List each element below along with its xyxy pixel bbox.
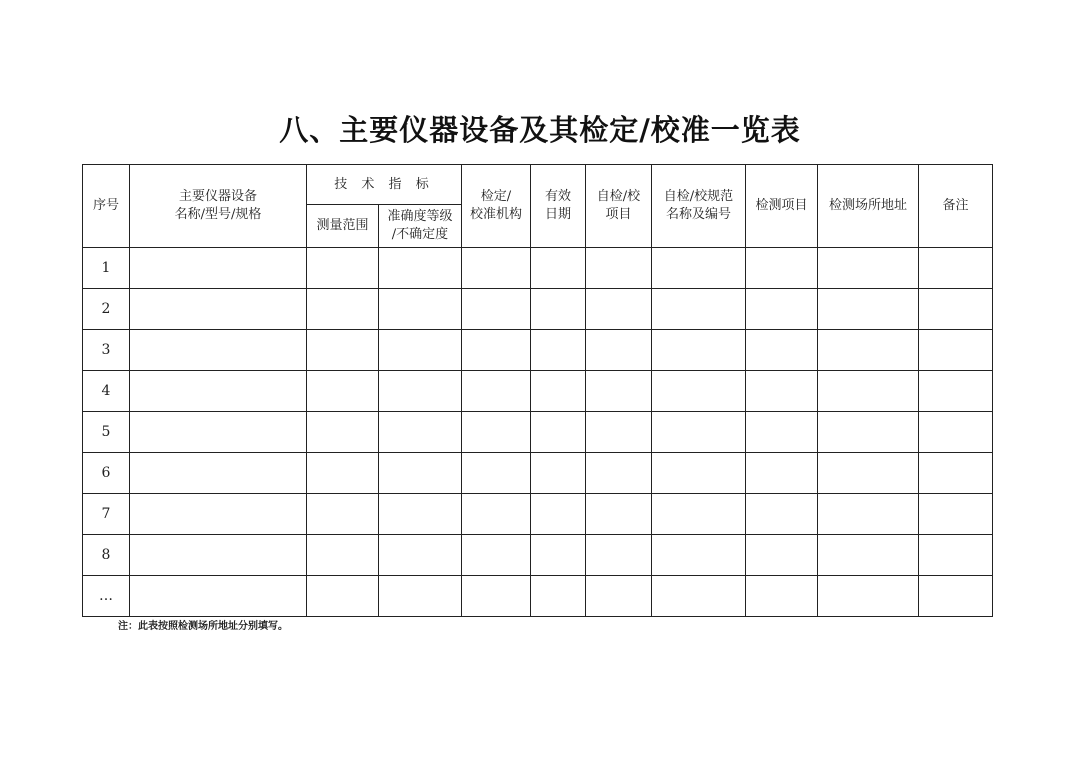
cell-accuracy bbox=[379, 289, 462, 330]
cell-valid-date bbox=[531, 494, 586, 535]
cell-self-check-item bbox=[586, 535, 652, 576]
cell-equipment bbox=[130, 330, 307, 371]
cell-calibration-org bbox=[462, 412, 531, 453]
cell-remark bbox=[919, 371, 993, 412]
header-valid-date-line2: 日期 bbox=[544, 207, 571, 222]
header-seq: 序号 bbox=[83, 165, 130, 248]
cell-self-check-spec bbox=[652, 248, 746, 289]
table-row bbox=[83, 535, 993, 576]
cell-measure-range bbox=[307, 535, 379, 576]
cell-self-check-item bbox=[586, 453, 652, 494]
cell-equipment bbox=[130, 494, 307, 535]
cell-self-check-item bbox=[586, 576, 652, 617]
row-seq-cell: 4 bbox=[83, 371, 130, 412]
cell-self-check-item bbox=[586, 330, 652, 371]
cell-measure-range bbox=[307, 576, 379, 617]
cell-test-item bbox=[746, 289, 818, 330]
cell-self-check-spec bbox=[652, 330, 746, 371]
cell-self-check-item bbox=[586, 412, 652, 453]
cell-test-item bbox=[746, 576, 818, 617]
table-row bbox=[83, 371, 993, 412]
cell-accuracy bbox=[379, 330, 462, 371]
cell-accuracy bbox=[379, 535, 462, 576]
table-row bbox=[83, 248, 993, 289]
cell-test-site bbox=[818, 289, 919, 330]
cell-valid-date bbox=[531, 535, 586, 576]
header-test-site: 检测场所地址 bbox=[818, 165, 919, 248]
header-calibration-org bbox=[462, 165, 531, 248]
cell-test-item bbox=[746, 371, 818, 412]
header-equipment-line1: 主要仪器设备 bbox=[178, 189, 257, 204]
cell-equipment bbox=[130, 576, 307, 617]
cell-test-site bbox=[818, 453, 919, 494]
header-test-item: 检测项目 bbox=[746, 165, 818, 248]
cell-test-item bbox=[746, 453, 818, 494]
cell-measure-range bbox=[307, 330, 379, 371]
header-accuracy bbox=[379, 205, 462, 248]
header-row-1 bbox=[83, 165, 993, 205]
header-accuracy-line1: 准确度等级 bbox=[387, 209, 453, 224]
cell-self-check-spec bbox=[652, 453, 746, 494]
cell-self-check-spec bbox=[652, 371, 746, 412]
cell-test-site bbox=[818, 248, 919, 289]
table-row bbox=[83, 289, 993, 330]
cell-measure-range bbox=[307, 494, 379, 535]
header-self-check-spec-line2: 名称及编号 bbox=[665, 207, 731, 222]
header-measure-range: 测量范围 bbox=[307, 205, 379, 248]
table-row bbox=[83, 453, 993, 494]
cell-test-item bbox=[746, 248, 818, 289]
cell-calibration-org bbox=[462, 248, 531, 289]
cell-calibration-org bbox=[462, 535, 531, 576]
cell-equipment bbox=[130, 371, 307, 412]
equipment-table bbox=[82, 164, 993, 617]
cell-measure-range bbox=[307, 412, 379, 453]
table-row bbox=[83, 494, 993, 535]
header-tech-spec: 技 术 指 标 bbox=[307, 165, 462, 205]
cell-accuracy bbox=[379, 371, 462, 412]
header-self-check-item-line2: 项目 bbox=[605, 207, 632, 222]
row-seq-cell: 3 bbox=[83, 330, 130, 371]
table-row bbox=[83, 576, 993, 617]
cell-valid-date bbox=[531, 248, 586, 289]
row-seq-cell: 5 bbox=[83, 412, 130, 453]
cell-test-site bbox=[818, 494, 919, 535]
cell-measure-range bbox=[307, 289, 379, 330]
cell-valid-date bbox=[531, 412, 586, 453]
cell-remark bbox=[919, 289, 993, 330]
header-calibration-org-line2: 校准机构 bbox=[469, 207, 522, 222]
cell-calibration-org bbox=[462, 576, 531, 617]
row-seq-cell: 1 bbox=[83, 248, 130, 289]
table-row bbox=[83, 412, 993, 453]
table-body bbox=[83, 248, 993, 617]
cell-equipment bbox=[130, 289, 307, 330]
cell-equipment bbox=[130, 412, 307, 453]
cell-remark bbox=[919, 535, 993, 576]
cell-accuracy bbox=[379, 494, 462, 535]
cell-self-check-spec bbox=[652, 494, 746, 535]
header-valid-date bbox=[531, 165, 586, 248]
cell-self-check-item bbox=[586, 248, 652, 289]
cell-remark bbox=[919, 412, 993, 453]
header-valid-date-line1: 有效 bbox=[544, 189, 571, 204]
cell-valid-date bbox=[531, 289, 586, 330]
header-self-check-item bbox=[586, 165, 652, 248]
cell-calibration-org bbox=[462, 494, 531, 535]
cell-measure-range bbox=[307, 453, 379, 494]
cell-valid-date bbox=[531, 576, 586, 617]
cell-test-item bbox=[746, 330, 818, 371]
cell-self-check-spec bbox=[652, 289, 746, 330]
cell-remark bbox=[919, 494, 993, 535]
cell-test-site bbox=[818, 412, 919, 453]
cell-test-item bbox=[746, 412, 818, 453]
row-seq-cell: 8 bbox=[83, 535, 130, 576]
cell-accuracy bbox=[379, 248, 462, 289]
cell-test-item bbox=[746, 494, 818, 535]
cell-accuracy bbox=[379, 453, 462, 494]
cell-self-check-spec bbox=[652, 535, 746, 576]
cell-equipment bbox=[130, 453, 307, 494]
cell-calibration-org bbox=[462, 289, 531, 330]
cell-calibration-org bbox=[462, 371, 531, 412]
header-accuracy-line2: /不确定度 bbox=[391, 227, 449, 242]
cell-test-item bbox=[746, 535, 818, 576]
cell-equipment bbox=[130, 535, 307, 576]
cell-test-site bbox=[818, 535, 919, 576]
cell-test-site bbox=[818, 330, 919, 371]
cell-measure-range bbox=[307, 371, 379, 412]
cell-calibration-org bbox=[462, 330, 531, 371]
row-seq-cell: 7 bbox=[83, 494, 130, 535]
cell-valid-date bbox=[531, 330, 586, 371]
cell-calibration-org bbox=[462, 453, 531, 494]
header-equipment-line2: 名称/型号/规格 bbox=[174, 207, 262, 222]
cell-valid-date bbox=[531, 453, 586, 494]
header-equipment bbox=[130, 165, 307, 248]
cell-accuracy bbox=[379, 412, 462, 453]
cell-remark bbox=[919, 248, 993, 289]
cell-equipment bbox=[130, 248, 307, 289]
cell-accuracy bbox=[379, 576, 462, 617]
cell-self-check-item bbox=[586, 289, 652, 330]
cell-remark bbox=[919, 576, 993, 617]
cell-test-site bbox=[818, 576, 919, 617]
cell-self-check-spec bbox=[652, 412, 746, 453]
header-self-check-spec-line1: 自检/校规范 bbox=[663, 189, 734, 204]
header-self-check-spec bbox=[652, 165, 746, 248]
cell-remark bbox=[919, 453, 993, 494]
header-calibration-org-line1: 检定/ bbox=[480, 189, 512, 204]
cell-valid-date bbox=[531, 371, 586, 412]
cell-self-check-spec bbox=[652, 576, 746, 617]
row-seq-cell: … bbox=[83, 576, 130, 617]
cell-self-check-item bbox=[586, 371, 652, 412]
row-seq-cell: 6 bbox=[83, 453, 130, 494]
cell-measure-range bbox=[307, 248, 379, 289]
document-title: 八、主要仪器设备及其检定/校准一览表 bbox=[279, 113, 801, 147]
cell-test-site bbox=[818, 371, 919, 412]
row-seq-cell: 2 bbox=[83, 289, 130, 330]
header-remark: 备注 bbox=[919, 165, 993, 248]
header-self-check-item-line1: 自检/校 bbox=[596, 189, 641, 204]
cell-remark bbox=[919, 330, 993, 371]
table-note: 注：此表按照检测场所地址分别填写。 bbox=[118, 621, 288, 632]
cell-self-check-item bbox=[586, 494, 652, 535]
table-row bbox=[83, 330, 993, 371]
